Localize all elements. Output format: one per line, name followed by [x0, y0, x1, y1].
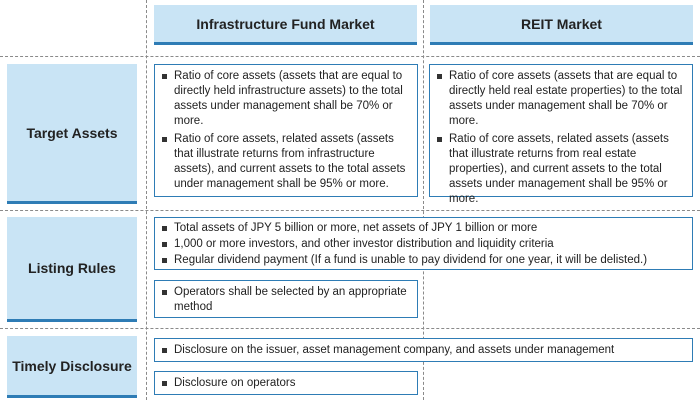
row-header-target-assets: Target Assets [7, 64, 137, 204]
listing-rules-shared-box [154, 217, 693, 270]
list-item: Ratio of core assets (assets that are equal to directly held real estate properties) to the total assets under management shall be 70% or more. [436, 69, 686, 129]
row-header-listing-rules: Listing Rules [7, 217, 137, 322]
list-item: Total assets of JPY 5 billion or more, net assets of JPY 1 billion or more [161, 221, 686, 236]
column-divider-left [146, 0, 147, 400]
row-divider-listing [0, 328, 700, 329]
list-item: Disclosure on the issuer, asset management company, and assets under management [161, 343, 686, 358]
row-divider-target [0, 210, 700, 211]
list-item: Disclosure on operators [161, 376, 411, 391]
row-divider-top [0, 56, 700, 57]
list-item: Ratio of core assets (assets that are equal to directly held infrastructure assets) to the total assets under management shall be 70% or more. [161, 69, 411, 129]
list-item: Ratio of core assets, related assets (assets that illustrate returns from infrastructure assets), and current assets to the total assets under management shall be 95% or more. [161, 132, 411, 192]
target-assets-reit-box [429, 64, 693, 205]
target-assets-infrastructure-box [154, 64, 418, 197]
listing-rules-infrastructure-box [154, 280, 418, 318]
column-header-reit: REIT Market [430, 5, 693, 45]
list-item: Regular dividend payment (If a fund is unable to pay dividend for one year, it will be delisted.) [161, 253, 686, 268]
timely-disclosure-shared-box [154, 338, 693, 362]
row-header-timely-disclosure: Timely Disclosure [7, 336, 137, 398]
column-header-infrastructure: Infrastructure Fund Market [154, 5, 417, 45]
list-item: Ratio of core assets, related assets (assets that illustrate returns from real estate properties), and current assets to the total assets under management shall be 95% or more. [436, 132, 686, 207]
list-item: 1,000 or more investors, and other investor distribution and liquidity criteria [161, 237, 686, 252]
timely-disclosure-infrastructure-box [154, 371, 418, 395]
list-item: Operators shall be selected by an appropriate method [161, 285, 411, 315]
